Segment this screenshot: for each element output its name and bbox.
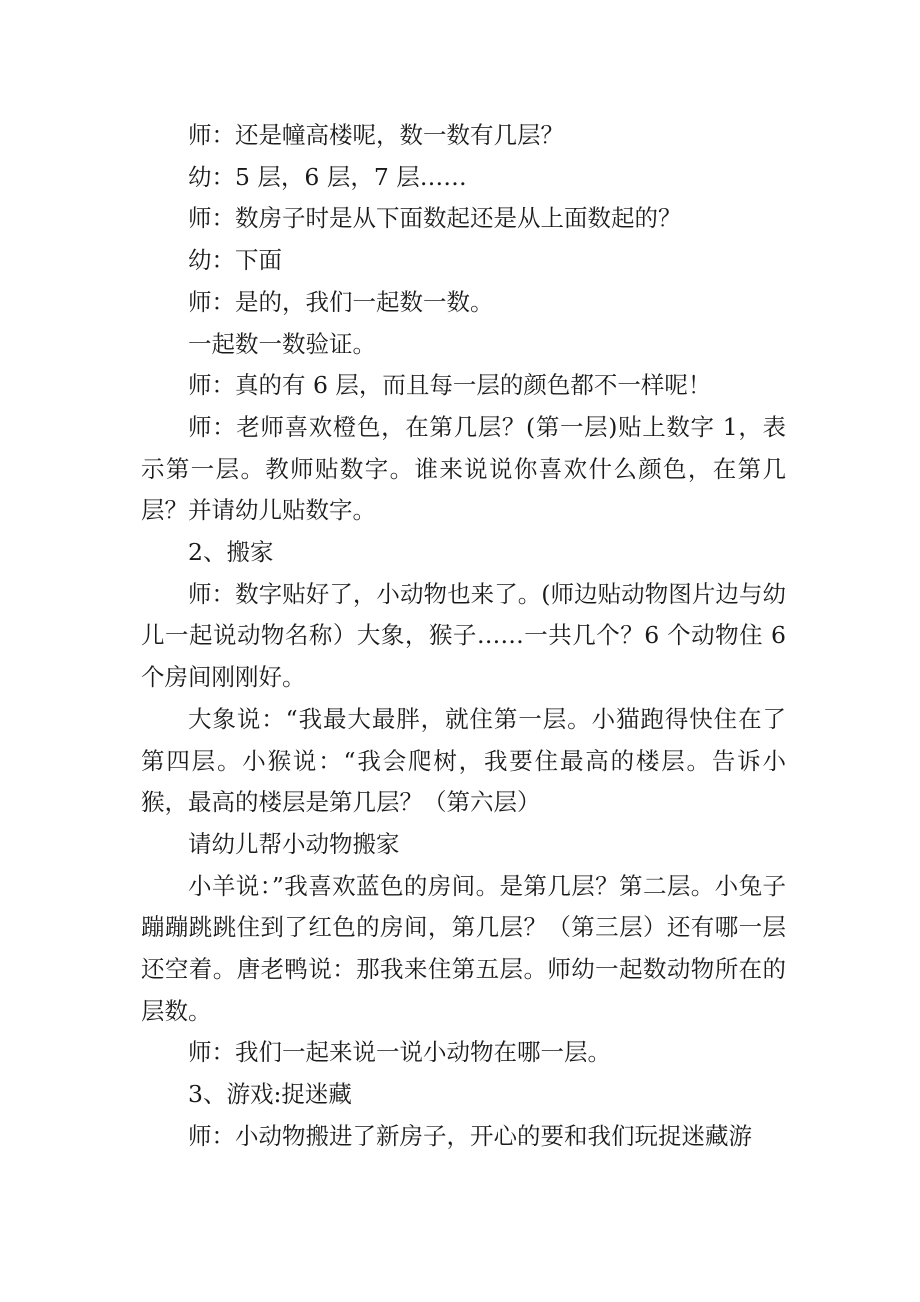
section-heading-moving: 2、搬家: [188, 538, 274, 567]
paragraph-2: 幼：5 层，6 层，7 层……: [188, 162, 467, 191]
paragraph-5: 师：是的，我们一起数一数。: [188, 287, 494, 316]
paragraph-11: 大象说：“我最大最胖，就住第一层。小猫跑得快住在了第四层。小猴说：“我会爬树，我要住最高的楼层。告诉小猴，最高的楼层是第几层？（第六层）: [141, 704, 786, 817]
paragraph-13: 小羊说：”我喜欢蓝色的房间。是第几层？第二层。小兔子蹦蹦跳跳住到了红色的房间，第几层？（第三层）还有哪一层还空着。唐老鸭说：那我来住第五层。师幼一起数动物所在的层数。: [141, 871, 786, 1025]
section-heading-game: 3、游戏:捉迷藏: [188, 1080, 352, 1109]
paragraph-6: 一起数一数验证。: [188, 329, 376, 358]
paragraph-4: 幼：下面: [188, 246, 282, 275]
paragraph-10: 师：数字贴好了，小动物也来了。(师边贴动物图片边与幼儿一起说动物名称）大象，猴子……一共几个？6 个动物住 6 个房间刚刚好。: [141, 579, 794, 692]
paragraph-1: 师：还是幢高楼呢，数一数有几层？: [188, 121, 564, 149]
document-body: [141, 115, 794, 1158]
paragraph-7: 师：真的有 6 层，而且每一层的颜色都不一样呢！: [188, 371, 712, 400]
paragraph-14: 师：我们一起来说一说小动物在哪一层。: [188, 1038, 611, 1067]
paragraph-3: 师：数房子时是从下面数起还是从上面数起的？: [188, 204, 682, 233]
paragraph-12: 请幼儿帮小动物搬家: [188, 829, 400, 858]
paragraph-8: 师：老师喜欢橙色，在第几层？(第一层)贴上数字 1，表示第一层。教师贴数字。谁来说说你喜欢什么颜色，在第几层？并请幼儿贴数字。: [141, 412, 786, 525]
paragraph-16: 师：小动物搬进了新房子，开心的要和我们玩捉迷藏游: [188, 1121, 752, 1150]
